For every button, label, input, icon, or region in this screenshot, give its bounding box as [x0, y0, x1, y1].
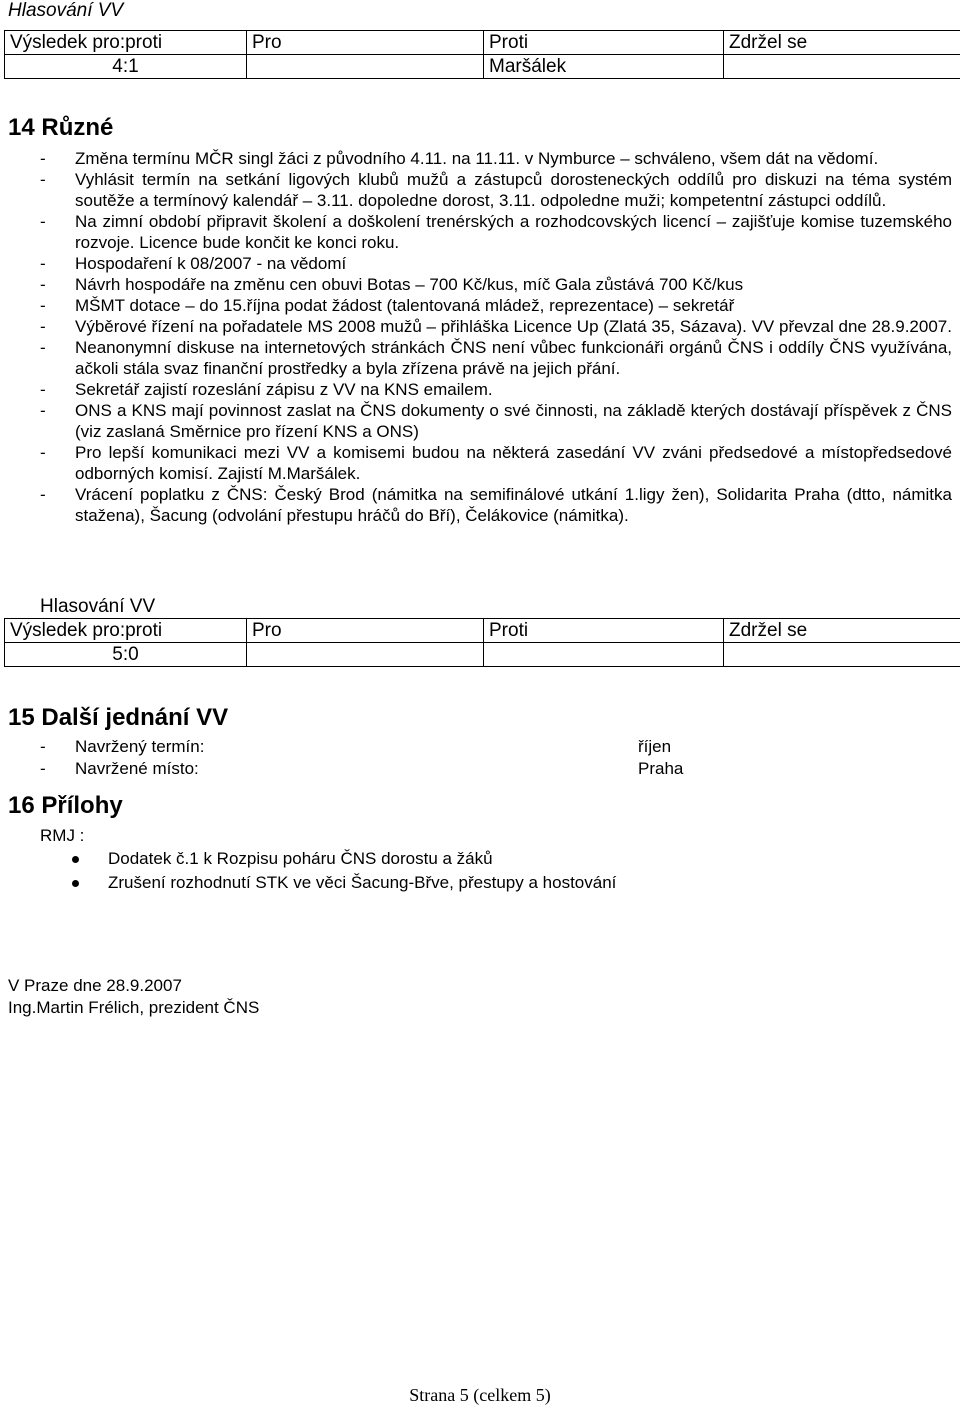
header-proti: Proti	[484, 619, 724, 643]
signature: Ing.Martin Frélich, prezident ČNS	[8, 998, 260, 1017]
section-heading: 16 Přílohy	[8, 792, 123, 819]
section-heading: 14 Různé	[8, 114, 114, 141]
section-items	[40, 148, 952, 526]
list-item: - Vyhlásit termín na setkání ligových klubů mužů a zástupců dorosteneckých oddílů pro diskuzi na téma systém soutěže a termínový kalendář – 3.11. dopoledne dorost, 3.11. odpoledne muži; kompetentní zástupci oddílů.	[40, 170, 952, 210]
list-item: - Vrácení poplatku z ČNS: Český Brod (námitka na semifinálové utkání 1.ligy žen), Solidarita Praha (dtto, námitka stažena), Šacung (odvolání přestupu hráčů do Bří), Čelákovice (námitka).	[40, 485, 952, 525]
vote-proti	[484, 643, 724, 667]
vote-result: 5:0	[5, 643, 247, 667]
header-proti: Proti	[484, 31, 724, 55]
term-label: - Navržený termín:	[40, 737, 205, 756]
header-result: Výsledek pro:proti	[5, 619, 247, 643]
vote-proti: Maršálek	[484, 55, 724, 79]
place-label: - Navržené místo:	[40, 759, 199, 778]
vote-zdrzel	[724, 55, 960, 79]
list-item: - MŠMT dotace – do 15.října podat žádost (talentovaná mládež, reprezentace) – sekretář	[40, 296, 735, 315]
vote-table	[4, 30, 960, 79]
vote-title: Hlasování VV	[40, 596, 156, 617]
list-item: - Výběrové řízení na pořadatele MS 2008 mužů – přihláška Licence Up (Zlatá 35, Sázava). VV převzal dne 28.9.2007.	[40, 317, 952, 336]
vote-table-row	[5, 643, 960, 667]
list-item: - Pro lepší komunikaci mezi VV a komisemi budou na některá zasedání VV zváni předsedové a místopředsedové odborných komisí. Zajistí M.Maršálek.	[40, 443, 952, 483]
list-item: Zrušení rozhodnutí STK ve věci Šacung-Břve, přestupy a hostování	[70, 871, 616, 895]
vote-table-header	[5, 619, 960, 643]
header-result: Výsledek pro:proti	[5, 31, 247, 55]
vote-result: 4:1	[5, 55, 247, 79]
page-number: Strana 5 (celkem 5)	[409, 1385, 551, 1405]
vote-title: Hlasování VV	[8, 0, 124, 21]
header-pro: Pro	[247, 619, 484, 643]
header-zdrzel: Zdržel se	[724, 31, 960, 55]
list-item: - Sekretář zajistí rozeslání zápisu z VV na KNS emailem.	[40, 380, 493, 399]
vote-zdrzel	[724, 643, 960, 667]
header-pro: Pro	[247, 31, 484, 55]
bullet-icon	[72, 856, 79, 863]
list-item: - Návrh hospodáře na změnu cen obuvi Botas – 700 Kč/kus, míč Gala zůstává 700 Kč/kus	[40, 275, 744, 294]
list-item: - Na zimní období připravit školení a doškolení trenérských a rozhodcovských licencí – zajišťuje komise tuzemského rozvoje. Licence bude končit ke konci roku.	[40, 212, 952, 252]
attachment-list	[70, 847, 616, 895]
term-value: říjen	[638, 737, 672, 756]
header-zdrzel: Zdržel se	[724, 619, 960, 643]
list-item: - Neanonymní diskuse na internetových stránkách ČNS není vůbec funkcionáři orgánů ČNS i oddíly ČNS využívána, ačkoli stála svaz finanční prostředky a byla zřízena právě na jejich přání.	[40, 338, 952, 378]
list-item: - ONS a KNS mají povinnost zaslat na ČNS dokumenty o své činnosti, na základě kterých dostávají příspěvek z ČNS (viz zaslaná Směrnice pro řízení KNS a ONS)	[40, 401, 952, 441]
vote-pro	[247, 55, 484, 79]
vote-pro	[247, 643, 484, 667]
rmj-label: RMJ :	[40, 826, 85, 845]
vote-table	[4, 618, 960, 667]
bullet-icon	[72, 880, 79, 887]
vote-table-row	[5, 55, 960, 79]
place-value: Praha	[638, 759, 684, 778]
vote-table-header	[5, 31, 960, 55]
place-date: V Praze dne 28.9.2007	[8, 976, 182, 995]
section-heading: 15 Další jednání VV	[8, 704, 229, 731]
list-item: - Změna termínu MČR singl žáci z původního 4.11. na 11.11. v Nymburce – schváleno, všem dát na vědomí.	[40, 149, 879, 168]
list-item: - Hospodaření k 08/2007 - na vědomí	[40, 254, 347, 273]
list-item: Dodatek č.1 k Rozpisu poháru ČNS dorostu a žáků	[70, 847, 616, 871]
